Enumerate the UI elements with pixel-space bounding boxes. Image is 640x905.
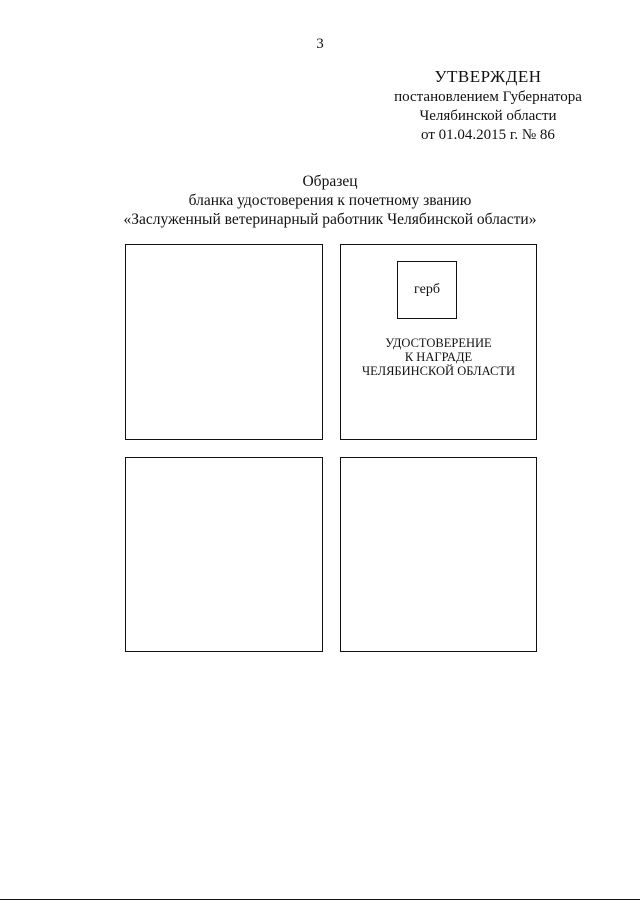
certificate-title-line-1: УДОСТОВЕРЕНИЕ	[385, 336, 492, 350]
heading-line-1: Образец	[302, 173, 358, 190]
emblem-label: герб	[414, 282, 440, 297]
heading-line-2: бланка удостоверения к почетному званию	[188, 192, 472, 209]
page-number: 3	[316, 36, 324, 52]
approval-line-1: постановлением Губернатора	[394, 89, 582, 105]
approval-line-3: от 01.04.2015 г. № 86	[421, 127, 555, 143]
bottom-rule	[0, 899, 640, 900]
approval-title: УТВЕРЖДЕН	[434, 67, 542, 86]
certificate-title	[341, 336, 536, 378]
certificate-title-line-2: К НАГРАДЕ	[404, 350, 473, 364]
blank-panel-bottom-left	[125, 457, 323, 652]
emblem-placeholder	[397, 261, 457, 319]
blank-panel-top-left	[125, 244, 323, 440]
certificate-title-line-3: ЧЕЛЯБИНСКОЙ ОБЛАСТИ	[362, 364, 515, 378]
approval-line-2: Челябинской области	[419, 108, 557, 124]
approval-stamp	[372, 66, 604, 145]
heading-line-3: «Заслуженный ветеринарный работник Челябинской области»	[123, 211, 537, 228]
certificate-cover-panel	[340, 244, 537, 440]
blank-panel-bottom-right	[340, 457, 537, 652]
document-heading	[60, 172, 600, 229]
